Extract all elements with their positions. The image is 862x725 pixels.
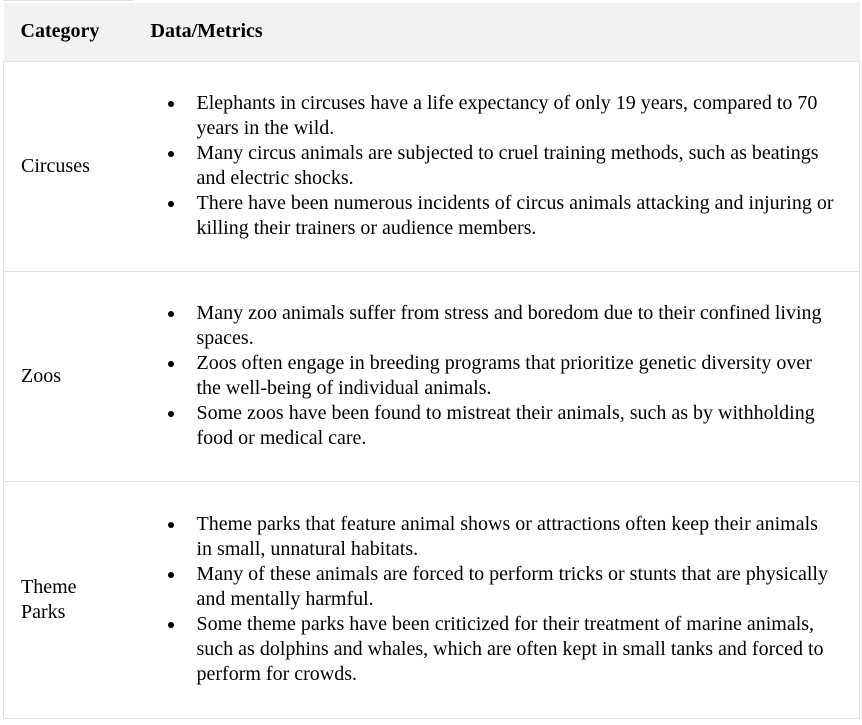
list-item: Many of these animals are forced to perform tricks or stunts that are physically and mentally harmful. (197, 562, 860, 612)
header-row (4, 3, 860, 61)
category-cell (4, 481, 134, 718)
category-cell: Circuses (4, 61, 134, 271)
table-header (4, 3, 860, 61)
list-item: Theme parks that feature animal shows or attractions often keep their animals in small, unnatural habitats. (197, 512, 860, 562)
metrics-cell (134, 481, 860, 718)
metrics-list (134, 91, 860, 241)
list-item: Some theme parks have been criticized for their treatment of marine animals, such as dolphins and whales, which are often kept in small tanks and forced to perform for crowds. (197, 612, 860, 687)
header-metrics: Data/Metrics (134, 3, 860, 61)
list-item: Zoos often engage in breeding programs that prioritize genetic diversity over the well-being of individual animals. (197, 351, 860, 401)
metrics-cell (134, 271, 860, 481)
table-row (4, 61, 860, 271)
list-item: There have been numerous incidents of circus animals attacking and injuring or killing their trainers or audience members. (197, 191, 860, 241)
list-item: Many zoo animals suffer from stress and boredom due to their confined living spaces. (197, 301, 860, 351)
metrics-list (134, 301, 860, 451)
table-body (4, 61, 860, 718)
table-row (4, 271, 860, 481)
data-table (3, 3, 860, 719)
metrics-list (134, 512, 860, 687)
category-line: Parks (21, 600, 66, 623)
metrics-cell (134, 61, 860, 271)
list-item: Elephants in circuses have a life expectancy of only 19 years, compared to 70 years in the wild. (197, 91, 860, 141)
table-row (4, 481, 860, 718)
data-table-container (3, 3, 859, 719)
list-item: Many circus animals are subjected to cruel training methods, such as beatings and electric shocks. (197, 141, 860, 191)
header-category: Category (4, 3, 134, 61)
category-cell: Zoos (4, 271, 134, 481)
list-item: Some zoos have been found to mistreat their animals, such as by withholding food or medical care. (197, 401, 860, 451)
category-line: Theme (21, 575, 77, 598)
